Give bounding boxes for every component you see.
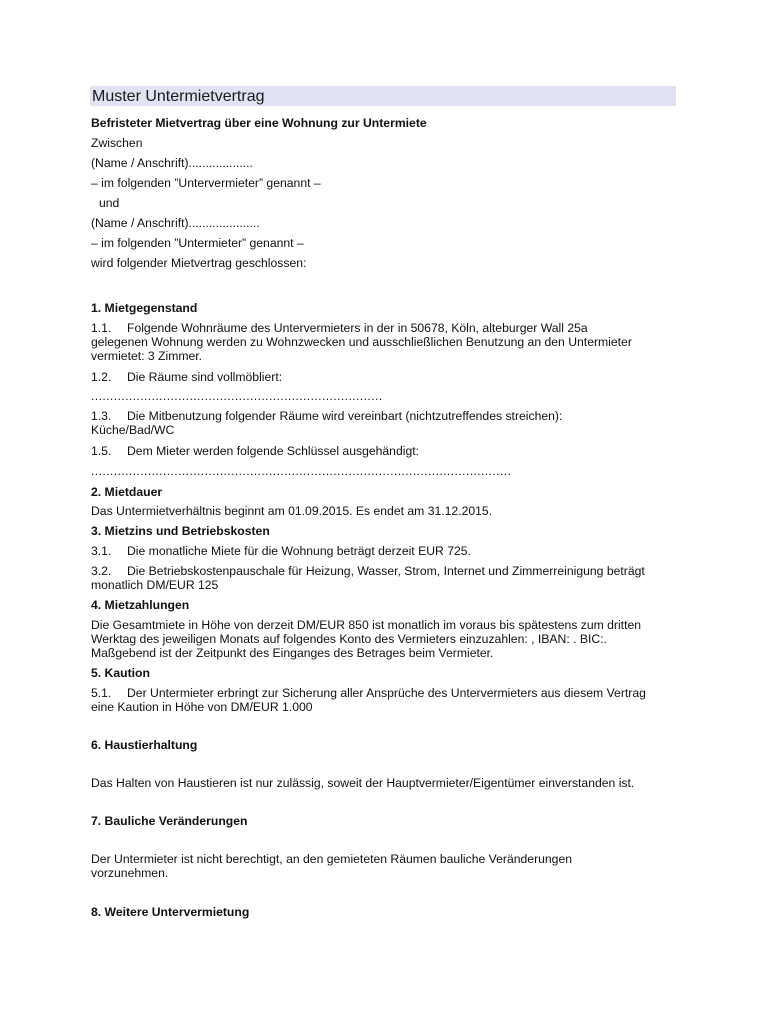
paragraph-number: 3.2. (91, 564, 112, 578)
fill-in-dots-1-5: ............................................................................................................... (91, 464, 512, 478)
between-text: Zwischen (91, 136, 143, 150)
paragraph-number: 1.1. (91, 321, 112, 335)
section-2-text: Das Untermietverhältnis beginnt am 01.09.2015. Es endet am 31.12.2015. (91, 504, 493, 518)
paragraph-1-5 (91, 444, 419, 458)
section-4-line3: Maßgebend ist der Zeitpunkt des Einganges des Betrages beim Vermieter. (91, 646, 494, 660)
section-7-line2: vorzunehmen. (91, 866, 169, 880)
paragraph-text: Folgende Wohnräume des Untervermieters in der in 50678, Köln, alteburger Wall 25a (127, 321, 588, 335)
paragraph-3-2-line2: monatlich DM/EUR 125 (91, 578, 219, 592)
section-heading-1: 1. Mietgegenstand (91, 301, 198, 315)
paragraph-5-1-line2: eine Kaution in Höhe von DM/EUR 1.000 (91, 700, 313, 714)
section-heading-4: 4. Mietzahlungen (91, 598, 190, 612)
section-7-line1: Der Untermieter ist nicht berechtigt, an den gemieteten Räumen bauliche Veränderungen (91, 852, 573, 866)
paragraph-5-1 (91, 686, 646, 700)
paragraph-text: Die Mitbenutzung folgender Räume wird vereinbart (nichtzutreffendes streichen): (127, 409, 563, 423)
document-subtitle: Befristeter Mietvertrag über eine Wohnung zur Untermiete (91, 116, 427, 130)
paragraph-3-2 (91, 564, 645, 578)
party1-field: (Name / Anschrift)................... (91, 156, 253, 170)
paragraph-text: Die Räume sind vollmöbliert: (127, 370, 283, 384)
section-4-line1: Die Gesamtmiete in Höhe von derzeit DM/EUR 850 ist monatlich im voraus bis spätestens zum dritten (91, 618, 642, 632)
paragraph-1-3 (91, 409, 562, 423)
paragraph-text: Die monatliche Miete für die Wohnung beträgt derzeit EUR 725. (127, 544, 471, 558)
section-heading-6: 6. Haustierhaltung (91, 738, 198, 752)
paragraph-number: 1.2. (91, 370, 112, 384)
section-6-text: Das Halten von Haustieren ist nur zulässig, soweit der Hauptvermieter/Eigentümer einverstanden ist. (91, 776, 635, 790)
party1-role: – im folgenden ”Untervermieter” genannt – (91, 176, 321, 190)
section-heading-2: 2. Mietdauer (91, 485, 163, 499)
and-text: und (99, 196, 120, 210)
paragraph-1-1-line3: vermietet: 3 Zimmer. (91, 349, 203, 363)
party2-field: (Name / Anschrift)..................... (91, 216, 260, 230)
paragraph-text: Dem Mieter werden folgende Schlüssel ausgehändigt: (127, 444, 419, 458)
paragraph-3-1 (91, 544, 471, 558)
page-title: Muster Untermietvertrag (92, 88, 265, 105)
paragraph-number: 5.1. (91, 686, 112, 700)
paragraph-1-1 (91, 321, 588, 335)
party2-role: – im folgenden ”Untermieter” genannt – (91, 236, 304, 250)
paragraph-number: 1.5. (91, 444, 112, 458)
section-heading-5: 5. Kaution (91, 666, 150, 680)
paragraph-number: 3.1. (91, 544, 112, 558)
paragraph-1-1-line2: gelegenen Wohnung werden zu Wohnzwecken und ausschließlichen Benutzung an den Untermieter (91, 335, 632, 349)
section-heading-7: 7. Bauliche Veränderungen (91, 814, 248, 828)
paragraph-1-3-line2: Küche/Bad/WC (91, 423, 175, 437)
paragraph-1-2 (91, 370, 282, 384)
section-4-line2: Werktag des jeweiligen Monats auf folgendes Konto des Vermieters einzuzahlen: , IBAN: . BIC:. (91, 632, 607, 646)
paragraph-text: Die Betriebskostenpauschale für Heizung, Wasser, Strom, Internet und Zimmerreinigung beträgt (127, 564, 645, 578)
fill-in-dots-1-2: ............................................................................. (91, 389, 383, 403)
concluded-text: wird folgender Mietvertrag geschlossen: (91, 256, 307, 270)
paragraph-number: 1.3. (91, 409, 112, 423)
section-heading-8: 8. Weitere Untervermietung (91, 905, 250, 919)
paragraph-text: Der Untermieter erbringt zur Sicherung aller Ansprüche des Untervermieters aus diesem Vertrag (127, 686, 646, 700)
section-heading-3: 3. Mietzins und Betriebskosten (91, 524, 270, 538)
